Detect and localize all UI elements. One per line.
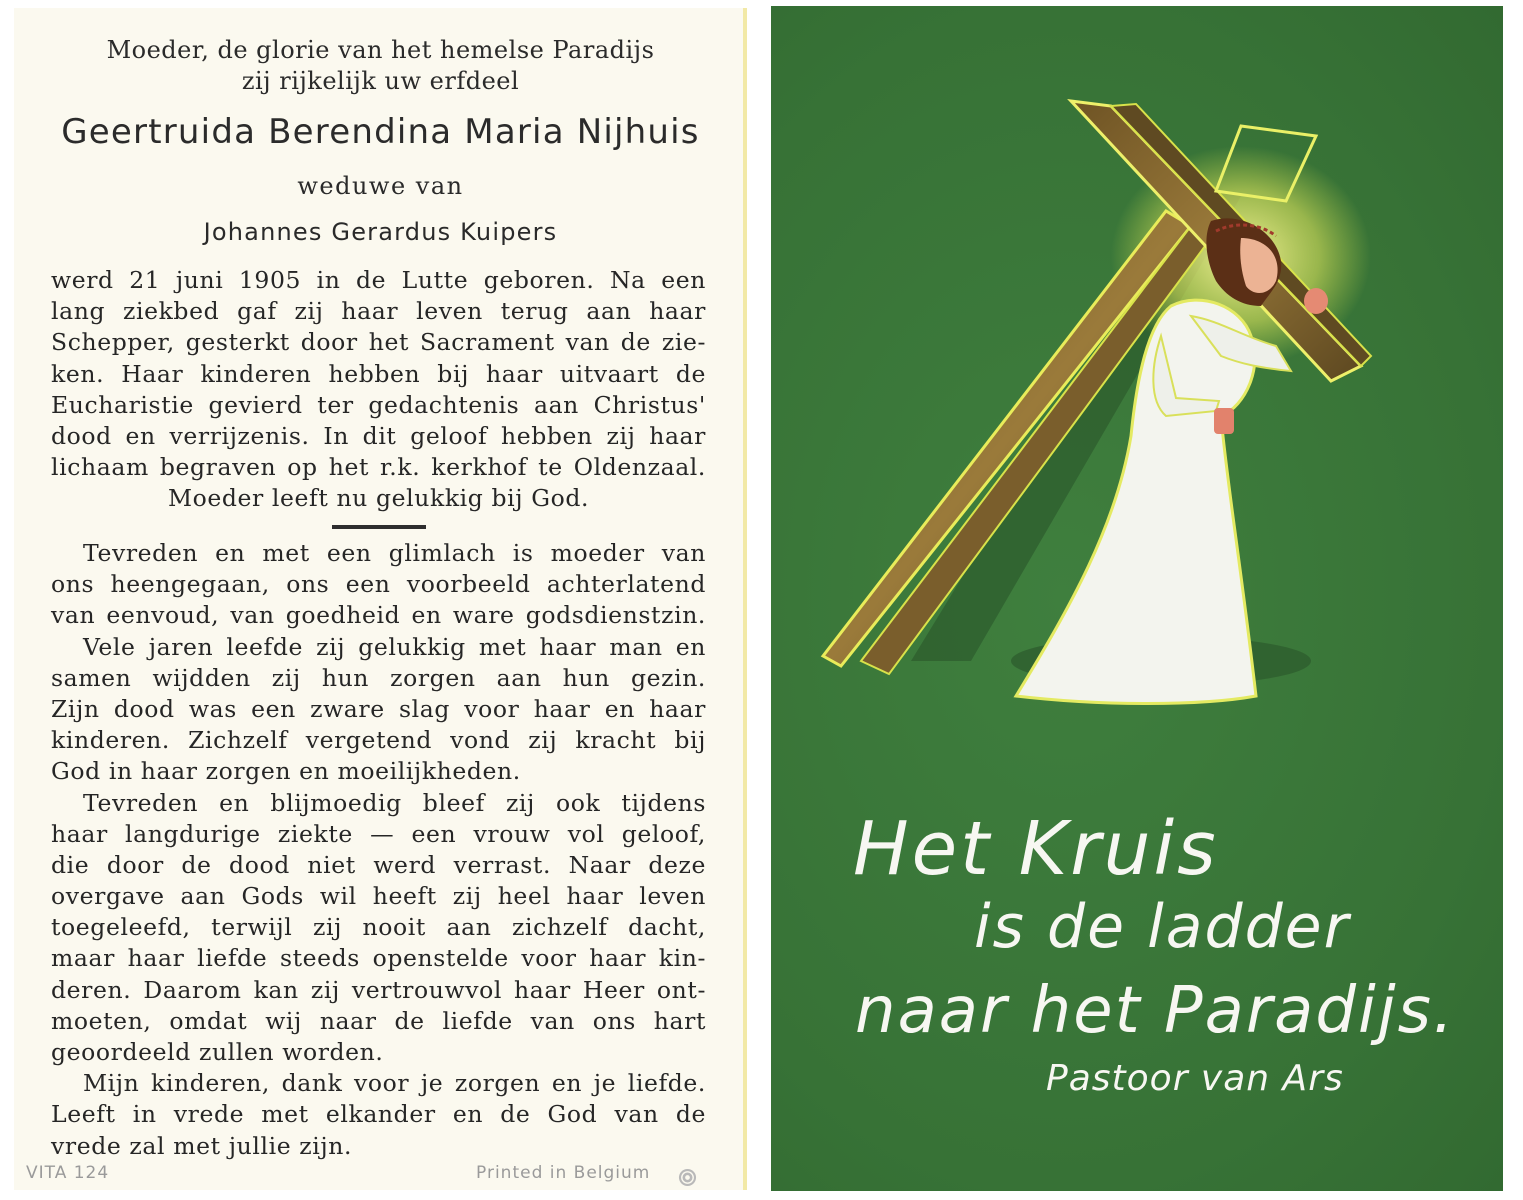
text-line: werd 21 juni 1905 in de Lutte geboren. Na een <box>51 266 706 294</box>
widow-of-label: weduwe van <box>297 172 464 200</box>
text-line: Vele jaren leefde zij gelukkig met haar man en <box>83 632 706 661</box>
text-line: deren. Daarom kan zij vertrouwvol haar Heer ont- <box>51 975 706 1004</box>
text-line: geoordeeld zullen worden. <box>51 1038 384 1066</box>
text-line: van eenvoud, van goedheid en ware godsdienstzin. <box>51 601 706 630</box>
memorial-card-text-side <box>14 8 747 1190</box>
text-line: lang ziekbed gaf zij haar leven terug aan haar <box>51 297 706 326</box>
text-line: Leeft in vrede met elkander en de God van de <box>51 1100 706 1129</box>
card-code: VITA 124 <box>26 1163 110 1183</box>
tribute-paragraph <box>51 538 706 1162</box>
printer-logo-icon <box>678 1168 697 1187</box>
text-line: Schepper, gesterkt door het Sacrament van de zie- <box>51 328 706 357</box>
text-line: vrede zal met jullie zijn. <box>51 1131 353 1160</box>
motto-line-1: Moeder, de glorie van het hemelse Paradijs <box>106 36 655 64</box>
text-line: die door de dood niet werd verrast. Naar deze <box>51 850 706 879</box>
caption-line-3: naar het Paradijs. <box>855 974 1456 1048</box>
text-line: Mijn kinderen, dank voor je zorgen en je liefde. <box>83 1069 706 1098</box>
divider <box>332 525 426 529</box>
text-line: God in haar zorgen en moeilijkheden. <box>51 757 521 786</box>
hand-upper <box>1304 288 1328 314</box>
motto-line-2: zij rijkelijk uw erfdeel <box>241 67 520 95</box>
text-line: Tevreden en blijmoedig bleef zij ook tijdens <box>83 788 706 817</box>
caption-line-1: Het Kruis <box>853 806 1219 892</box>
text-line: moeten, omdat wij naar de liefde van ons hart <box>51 1006 706 1035</box>
text-line: lichaam begraven op het r.k. kerkhof te Oldenzaal. <box>51 453 706 482</box>
caption-attribution: Pastoor van Ars <box>1046 1058 1344 1099</box>
text-line: haar langdurige ziekte — een vrouw vol geloof, <box>51 819 706 848</box>
hand-lower <box>1214 408 1234 434</box>
text-line: Moeder leeft nu gelukkig bij God. <box>167 484 590 513</box>
text-line: samen wijdden zij hun zorgen aan hun gezin. <box>51 663 706 692</box>
printer-note: Printed in Belgium <box>476 1163 651 1183</box>
text-line: Zijn dood was een zware slag voor haar en haar <box>51 694 706 723</box>
text-line: dood en verrijzenis. In dit geloof hebben zij haar <box>51 421 706 450</box>
text-line: Tevreden en met een glimlach is moeder van <box>83 539 706 567</box>
biography-paragraph <box>51 265 706 515</box>
caption-line-2: is de ladder <box>974 892 1351 962</box>
text-line: Eucharistie gevierd ter gedachtenis aan Christus' <box>51 390 706 419</box>
deceased-name: Geertruida Berendina Maria Nijhuis <box>61 112 700 152</box>
text-line: ken. Haar kinderen hebben bij haar uitvaart de <box>51 359 706 388</box>
text-line: maar haar liefde steeds openstelde voor haar kin- <box>51 944 706 973</box>
text-line: overgave aan Gods wil heeft zij heel haar leven <box>51 882 706 911</box>
husband-name: Johannes Gerardus Kuipers <box>203 218 558 246</box>
text-line: kinderen. Zichzelf vergetend vond zij kracht bij <box>51 726 706 755</box>
text-line: ons heengegaan, ons een voorbeeld achterlatend <box>51 570 706 599</box>
memorial-card-picture-side <box>771 6 1503 1191</box>
text-line: toegeleefd, terwijl zij nooit aan zichzelf dacht, <box>51 913 706 942</box>
